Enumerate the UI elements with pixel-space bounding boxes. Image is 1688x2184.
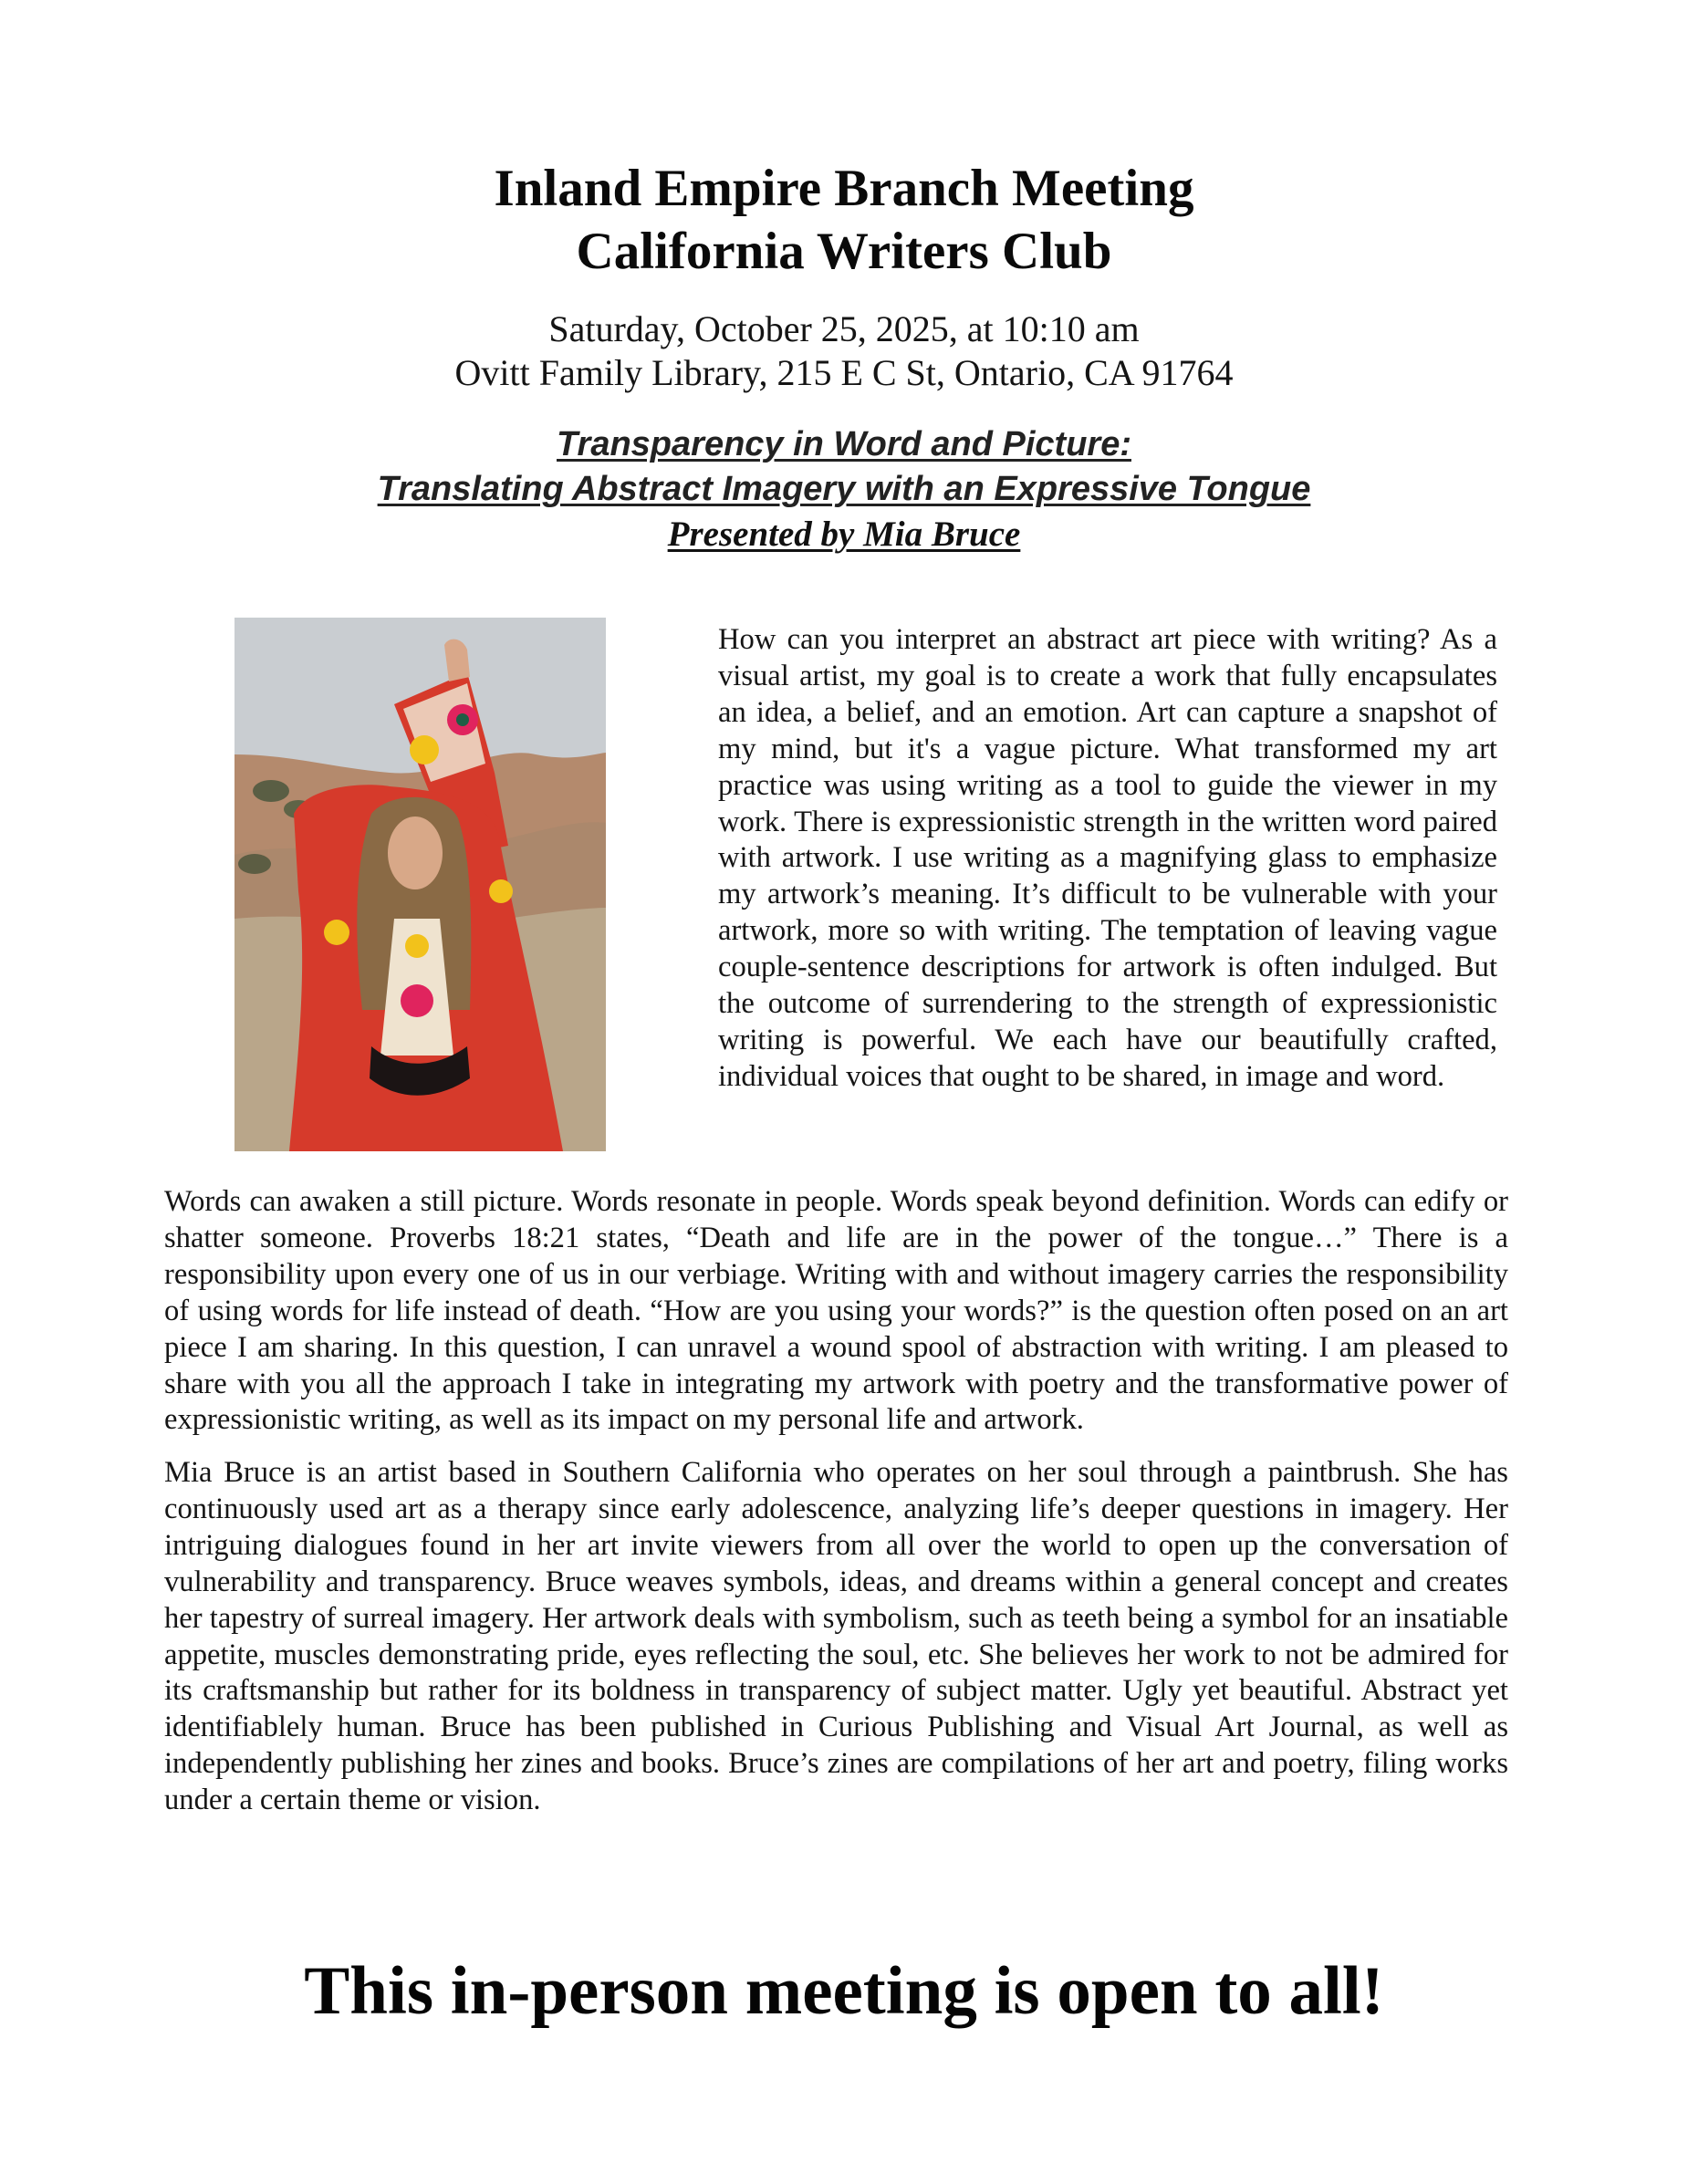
presenter-photo [234, 618, 606, 1151]
presenter-photo-illustration [234, 618, 606, 1151]
open-to-all-banner: This in-person meeting is open to all! [304, 1953, 1384, 2029]
intro-paragraph: How can you interpret an abstract art piece with writing? As a visual artist, my goal is to create a work that fully encapsulates an idea, a belief, and an emotion. Art can capture a snapshot of my mind, but it's a vague picture. What transformed my art practice was using writing as a tool to guide the viewer in my work. There is expressionistic strength in the written word paired with artwork. I use writing as a magnifying glass to emphasize my artwork’s meaning. It’s difficult to be vulnerable with your artwork, more so with writing. The temptation of leaving vague couple-sentence descriptions for artwork is often indulged. But the outcome of surrendering to the strength of expressionistic writing is powerful. We each have our beautifully crafted, individual voices that ought to be shared, in image and word. [718, 623, 1497, 1093]
photo-face [388, 816, 443, 889]
photo-tree-3 [238, 854, 271, 874]
photo-bodice-flower [401, 984, 433, 1017]
title-line-club-name: California Writers Club [576, 223, 1112, 280]
talk-heading [0, 422, 1688, 556]
talk-title-line-1-text: Transparency in Word and Picture: [557, 425, 1131, 463]
talk-title-line-1 [0, 422, 1688, 467]
talk-title-line-2-text: Translating Abstract Imagery with an Expressive Tongue [377, 470, 1311, 508]
photo-sleeve-yellow [410, 735, 439, 764]
words-paragraph: Words can awaken a still picture. Words resonate in people. Words speak beyond definition. Words can edify or shatter someone. Proverbs 18:21 states, “Death and life are in the power of the tongue…” There is a responsibility upon every one of us in our verbiage. Writing with and without imagery carries the responsibility of using words for life instead of death. “How are you using your words?” is the question often posed on an art piece I am sharing. In this question, I can unravel a wound spool of abstraction with writing. I am pleased to share with you all the approach I take in integrating my artwork with poetry and the transformative power of expressionistic writing, as well as its impact on my personal life and artwork. [164, 1185, 1508, 1437]
talk-title-line-2 [0, 467, 1688, 512]
photo-sleeve-flower-center [456, 713, 469, 726]
bio-paragraph: Mia Bruce is an artist based in Southern California who operates on her soul through a paintbrush. She has continuously used art as a therapy since early adolescence, analyzing life’s deeper questions in imagery. Her intriguing dialogues found in her art invite viewers from all over the world to open up the conversation of vulnerability and transparency. Bruce weaves symbols, ideas, and dreams within a general concept and creates her tapestry of surreal imagery. Her artwork deals with symbolism, such as teeth being a symbol for an insatiable appetite, muscles demonstrating pride, eyes reflecting the soul, etc. She believes her work to not be admired for its craftsmanship but rather for its boldness in transparency of subject matter. Ugly yet beautiful. Abstract yet identifiablely human. Bruce has been published in Curious Publishing and Visual Art Journal, as well as independently publishing her zines and books. Bruce’s zines are compilations of her art and poetry, filing works under a certain theme or vision. [164, 1456, 1508, 1817]
title-line-branch-meeting: Inland Empire Branch Meeting [494, 160, 1194, 217]
page-title [0, 157, 1688, 283]
photo-tree-1 [253, 780, 289, 802]
event-info [0, 307, 1688, 395]
event-location: Ovitt Family Library, 215 E C St, Ontario, CA 91764 [454, 352, 1234, 393]
presenter-line [0, 512, 1688, 556]
photo-shoulder-yellow-right [489, 879, 513, 903]
event-date-time: Saturday, October 25, 2025, at 10:10 am [548, 308, 1140, 349]
photo-shoulder-yellow-left [324, 920, 349, 945]
presenter-line-text: Presented by Mia Bruce [667, 515, 1021, 554]
photo-bodice-yellow [405, 934, 429, 958]
